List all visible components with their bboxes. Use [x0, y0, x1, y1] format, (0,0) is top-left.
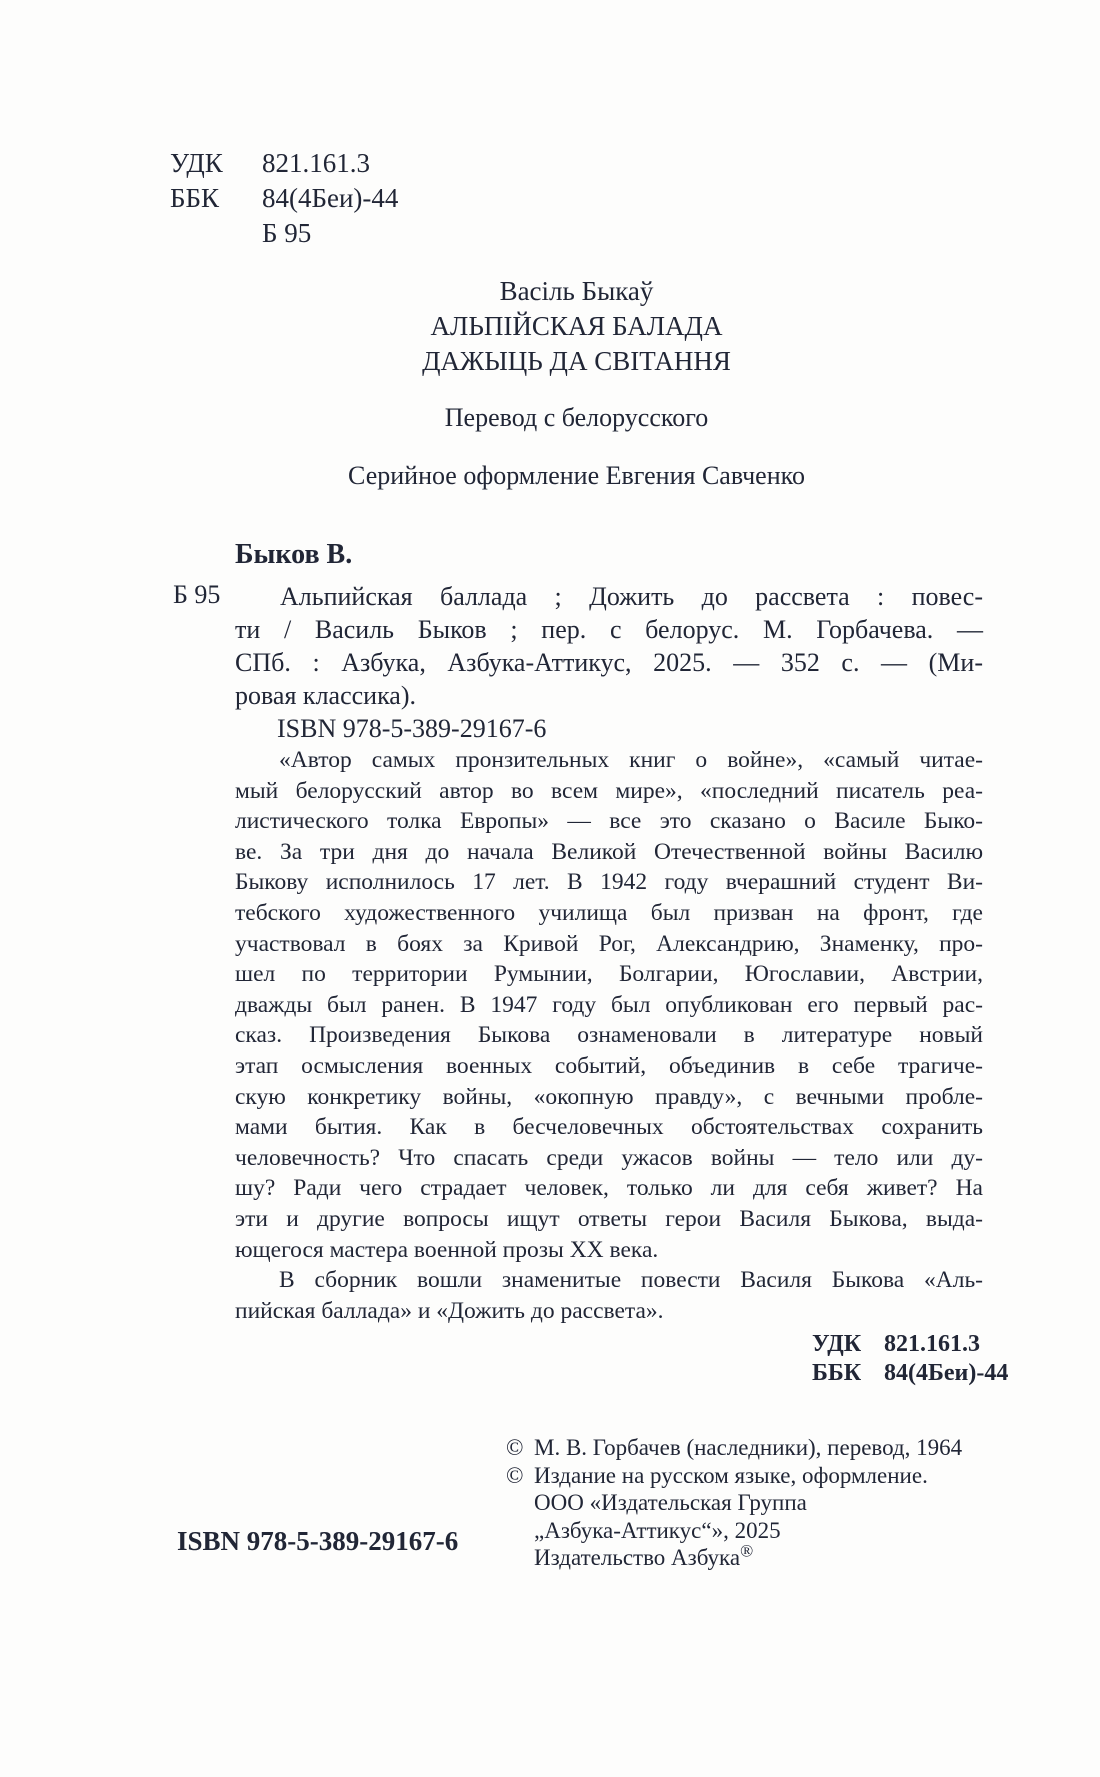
text-line: ровая классика). — [235, 681, 417, 710]
card-isbn: ISBN 978-5-389-29167-6 — [277, 714, 547, 743]
bbk-row-bottom — [812, 1359, 1008, 1388]
isbn-bottom: ISBN 978-5-389-29167-6 — [177, 1526, 459, 1556]
text-line: тебского художественного училища был призван на фронт, где — [235, 899, 983, 926]
card-description — [235, 580, 983, 712]
udc-value: 821.161.3 — [262, 148, 370, 178]
text-line: „Азбука-Аттикус“», 2025 — [534, 1517, 781, 1543]
text-line: шел по территории Румынии, Болгарии, Югославии, Австрии, — [235, 961, 983, 988]
text-line: ющегося мастера военной прозы XX века. — [235, 1236, 659, 1263]
text-line: Альпийская баллада ; Дожить до рассвета : повес- — [280, 582, 983, 611]
text-line: участвовал в боях за Кривой Рог, Александрию, Знаменку, про- — [235, 930, 983, 957]
text-line: мый белорусский автор во всем мире», «последний писатель реа- — [235, 777, 983, 804]
registered-trademark-symbol: ® — [740, 1541, 754, 1561]
book-title-line1: АЛЬПІЙСКАЯ БАЛАДА — [430, 311, 723, 341]
text-line: ве. За три дня до начала Великой Отечественной войны Василю — [235, 838, 983, 865]
text-line: человечность? Что спасать среди ужасов войны — тело или ду- — [235, 1144, 983, 1171]
copyright-entry-edition — [506, 1462, 962, 1545]
text-line: В сборник вошли знаменитые повести Василя Быкова «Аль- — [279, 1267, 983, 1294]
udc-label-bottom: УДК — [812, 1331, 862, 1357]
bbk-value-bottom: 84(4Беи)-44 — [884, 1360, 1009, 1386]
text-line: сказ. Произведения Быкова ознаменовали в литературе новый — [235, 1022, 983, 1049]
copyright-symbol: © — [506, 1435, 524, 1460]
book-author: Васіль Быкаў — [499, 276, 654, 306]
udc-row-bottom — [812, 1330, 1008, 1359]
author-sign-row — [170, 216, 398, 251]
text-line: шу? Ради чего страдает человек, только ли для себя живет? На — [235, 1175, 983, 1202]
bbk-label-bottom: ББК — [812, 1360, 862, 1386]
text-line: скую конкретику войны, «окопную правду», с вечными пробле- — [235, 1083, 983, 1110]
book-title-line2: ДАЖЫЦЬ ДА СВІТАННЯ — [422, 346, 731, 376]
bbk-row — [170, 181, 398, 216]
card-author-header: Быков В. — [235, 539, 353, 570]
bbk-value: 84(4Беи)-44 — [262, 183, 399, 213]
annotation-paragraph-1 — [235, 745, 983, 1265]
translation-note: Перевод с белорусского — [444, 403, 709, 432]
classification-bottom-block — [812, 1330, 1008, 1388]
publisher-line — [534, 1541, 962, 1572]
copyright-entry-translation — [506, 1434, 962, 1462]
text-line: ти / Василь Быков ; пер. с белорус. М. Горбачева. — — [235, 615, 983, 644]
text-line: СПб. : Азбука, Азбука-Аттикус, 2025. — 352 с. — (Ми- — [235, 648, 983, 677]
text-line: Быкову исполнилось 17 лет. В 1942 году вчерашний студент Ви- — [235, 869, 983, 896]
text-line: мами бытия. Как в бесчеловечных обстоятельствах сохранить — [235, 1114, 983, 1141]
text-line: пийская баллада» и «Дожить до рассвета». — [235, 1297, 664, 1324]
udc-row — [170, 146, 398, 181]
text-line: Издание на русском языке, оформление. — [534, 1462, 928, 1488]
copyright-symbol: © — [506, 1462, 524, 1488]
text-line: «Автор самых пронзительных книг о войне», «самый читае- — [279, 747, 983, 773]
catalog-card — [170, 538, 983, 1326]
card-author-sign: Б 95 — [173, 580, 221, 609]
series-design-note: Серийное оформление Евгения Савченко — [348, 461, 805, 490]
udc-value-bottom: 821.161.3 — [884, 1331, 980, 1357]
udc-label: УДК — [170, 148, 223, 178]
annotation-paragraph-2 — [235, 1265, 983, 1326]
text-line: этап осмысления военных событий, объединив в себе трагиче- — [235, 1052, 983, 1079]
text-line: листического толка Европы» — все это сказано о Василе Быко- — [235, 808, 983, 835]
bbk-label: ББК — [170, 183, 220, 213]
text-line: дважды был ранен. В 1947 году был опубликован его первый рас- — [235, 991, 983, 1018]
copyright-block — [506, 1434, 962, 1572]
text-line: М. В. Горбачев (наследники), перевод, 1964 — [534, 1435, 963, 1460]
title-block — [170, 274, 983, 379]
classification-top-block — [170, 146, 398, 251]
author-sign: Б 95 — [262, 218, 312, 248]
text-line: эти и другие вопросы ищут ответы герои Василя Быкова, выда- — [235, 1205, 983, 1232]
publisher-name: Издательство Азбука — [534, 1545, 741, 1570]
text-line: ООО «Издательская Группа — [534, 1490, 807, 1515]
